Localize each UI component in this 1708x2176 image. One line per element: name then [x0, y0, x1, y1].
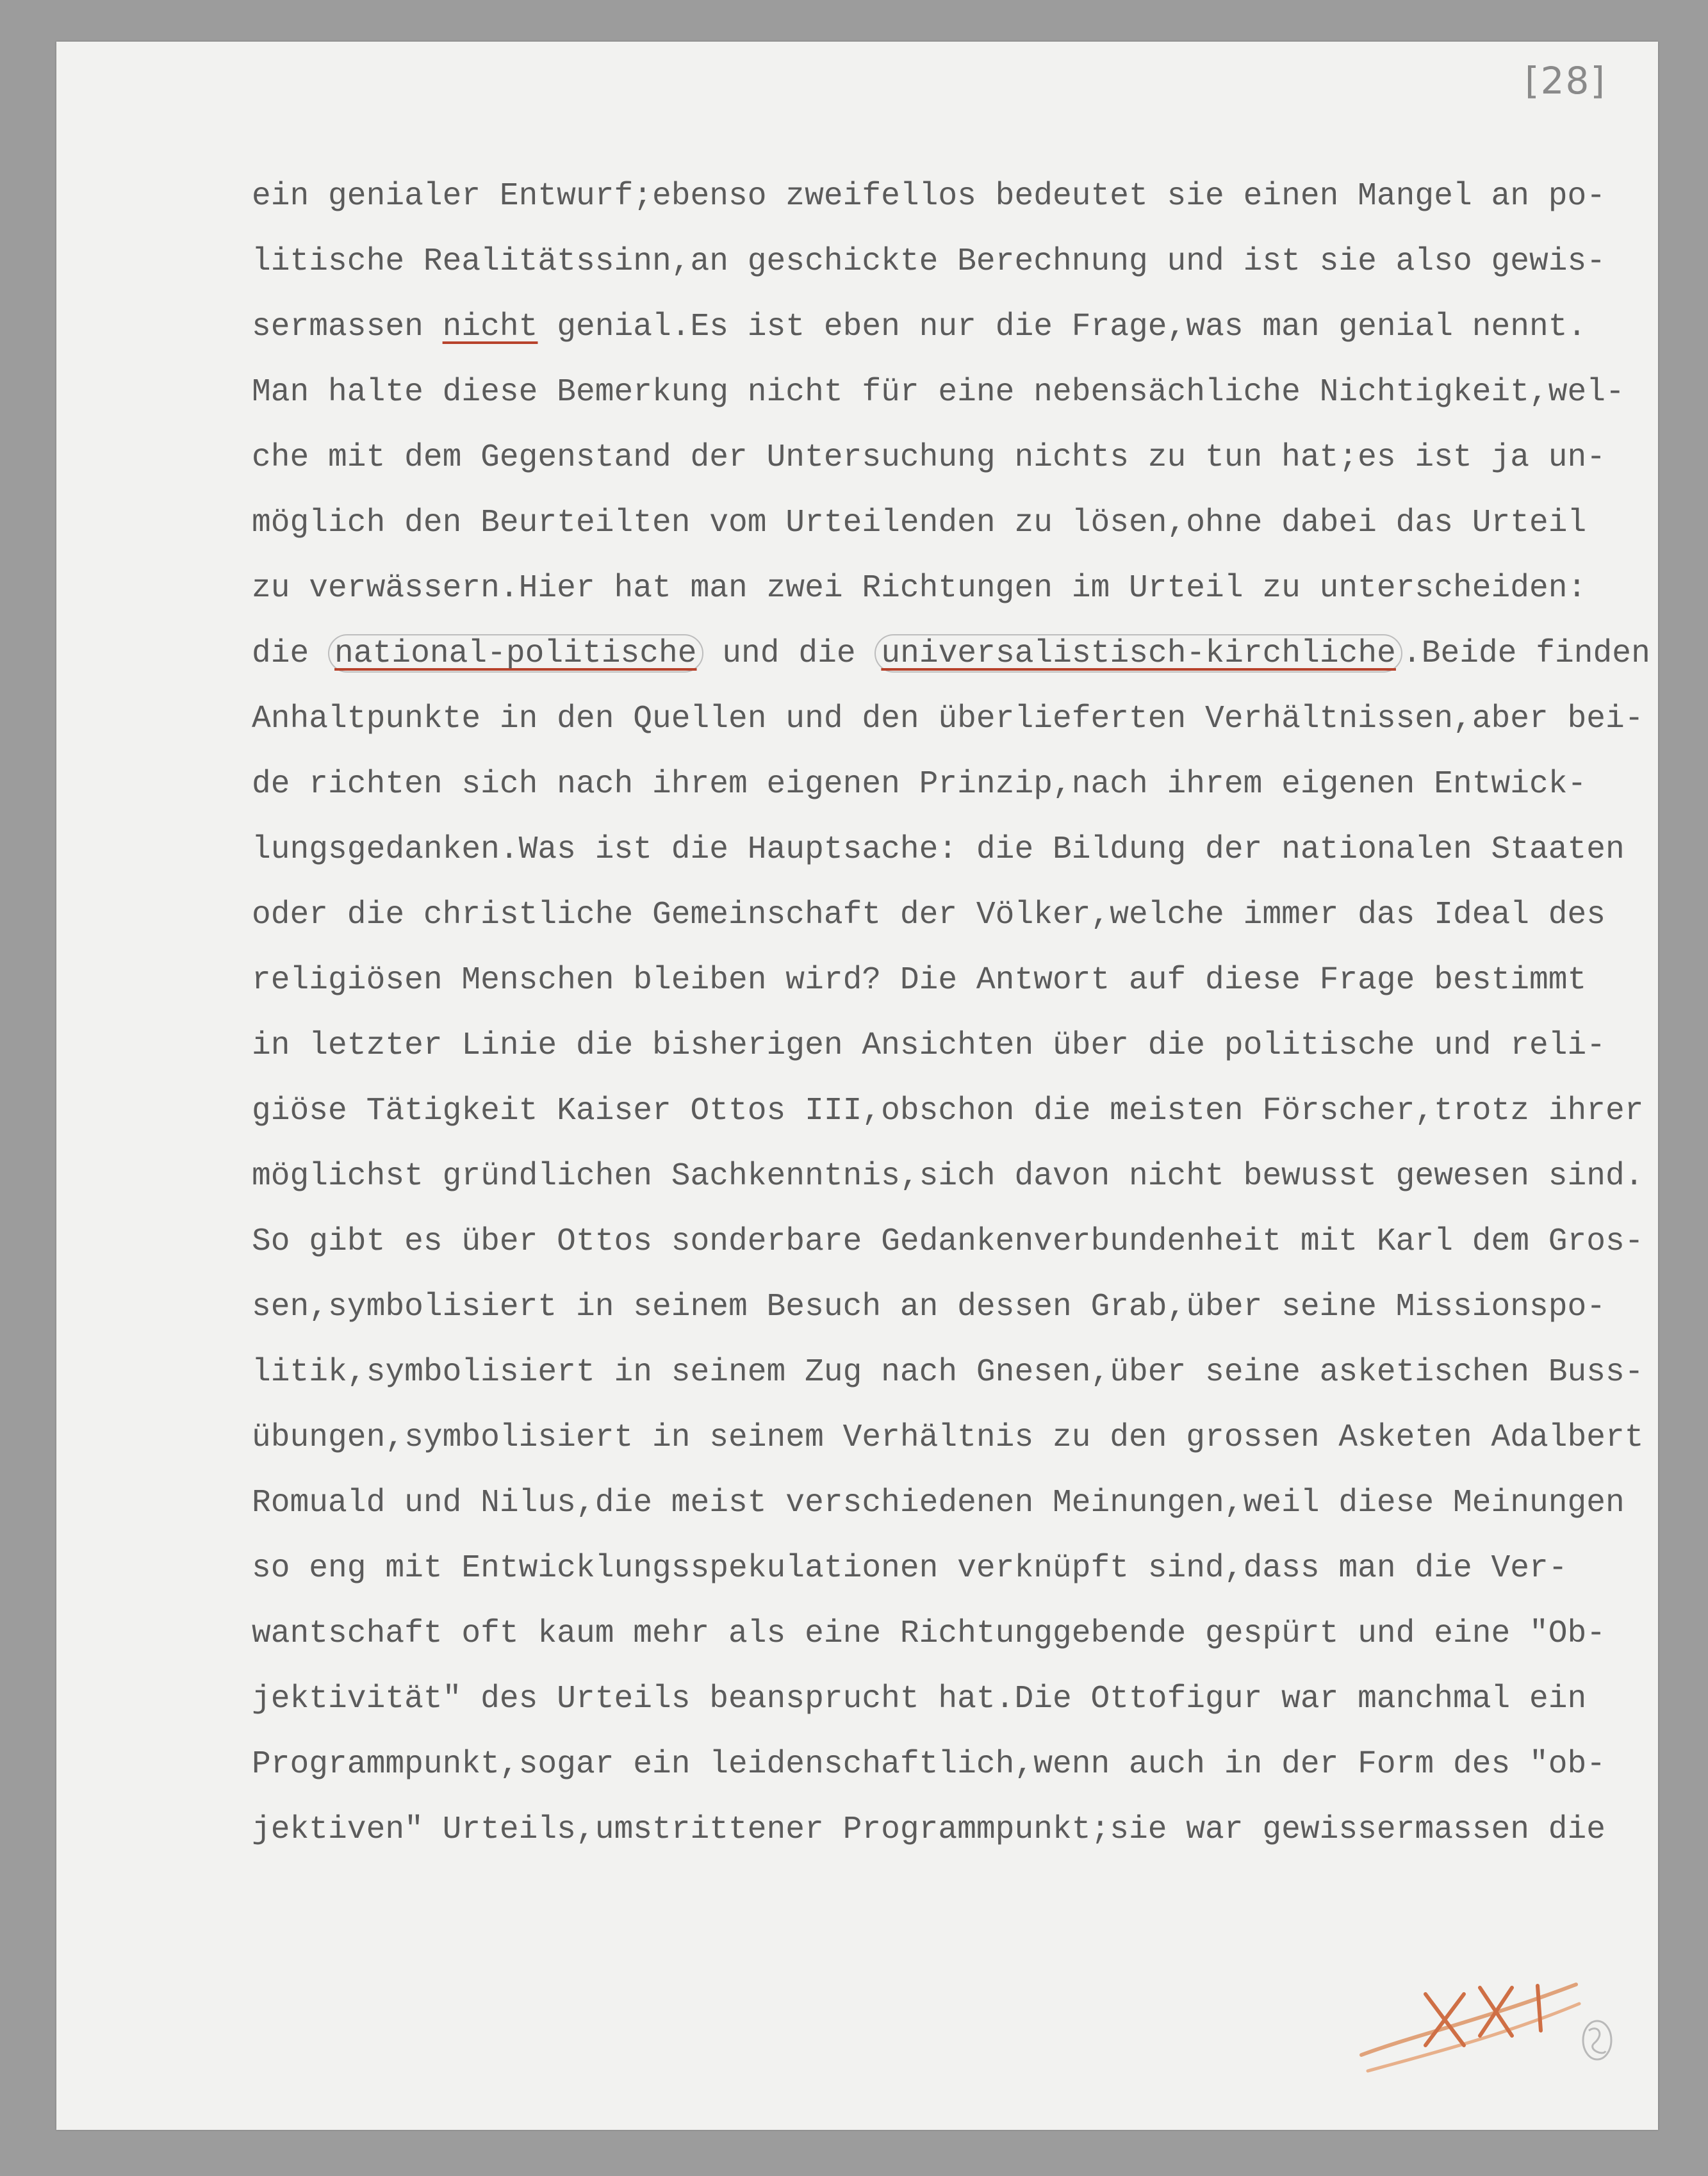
text-line [252, 1013, 1661, 1078]
text-line [252, 1666, 1661, 1731]
text-segment: in letzter Linie die bisherigen Ansichten über die politische und reli- [252, 1027, 1606, 1063]
text-segment: jektivität" des Urteils beansprucht hat.Die Ottofigur war manchmal ein [252, 1681, 1587, 1717]
text-line [252, 1078, 1661, 1143]
text-line [252, 425, 1661, 490]
text-line [252, 490, 1661, 555]
typescript-body [252, 163, 1661, 1862]
text-segment: litik,symbolisiert in seinem Zug nach Gnesen,über seine asketischen Buss- [252, 1354, 1644, 1390]
text-line [252, 882, 1661, 947]
page-number: [28] [1525, 59, 1607, 102]
text-segment: sermassen [252, 309, 443, 345]
text-line [252, 1797, 1661, 1862]
text-line [252, 1339, 1661, 1405]
text-segment: ein genialer Entwurf;ebenso zweifellos bedeutet sie einen Mangel an po- [252, 178, 1606, 214]
underlined-text: universalistisch-kirchliche [875, 634, 1402, 673]
text-line [252, 1209, 1661, 1274]
text-segment: wantschaft oft kaum mehr als eine Richtunggebende gespürt und eine "Ob- [252, 1616, 1606, 1651]
text-segment: die [252, 635, 329, 671]
text-segment: che mit dem Gegenstand der Untersuchung nichts zu tun hat;es ist ja un- [252, 439, 1606, 475]
text-line [252, 686, 1661, 751]
text-segment: Romuald und Nilus,die meist verschiedenen Meinungen,weil diese Meinungen [252, 1485, 1625, 1521]
text-segment: oder die christliche Gemeinschaft der Völker,welche immer das Ideal des [252, 897, 1606, 933]
text-line [252, 229, 1661, 294]
text-segment: übungen,symbolisiert in seinem Verhältnis zu den grossen Asketen Adalbert [252, 1419, 1644, 1455]
text-line [252, 1535, 1661, 1601]
text-segment: und die [703, 635, 875, 671]
text-line [252, 1470, 1661, 1535]
text-segment: religiösen Menschen bleiben wird? Die Antwort auf diese Frage bestimmt [252, 962, 1587, 998]
text-line [252, 1601, 1661, 1666]
text-segment: lungsgedanken.Was ist die Hauptsache: die Bildung der nationalen Staaten [252, 831, 1625, 867]
text-segment: de richten sich nach ihrem eigenen Prinzip,nach ihrem eigenen Entwick- [252, 766, 1587, 802]
text-line [252, 947, 1661, 1013]
text-line [252, 751, 1661, 817]
text-line [252, 359, 1661, 425]
text-line [252, 1274, 1661, 1339]
text-segment: so eng mit Entwicklungsspekulationen verknüpft sind,dass man die Ver- [252, 1550, 1568, 1586]
text-line [252, 163, 1661, 229]
text-segment: giöse Tätigkeit Kaiser Ottos III,obschon die meisten Förscher,trotz ihrer [252, 1093, 1644, 1129]
text-segment: möglichst gründlichen Sachkenntnis,sich davon nicht bewusst gewesen sind. [252, 1158, 1644, 1194]
text-segment: Programmpunkt,sogar ein leidenschaftlich,wenn auch in der Form des "ob- [252, 1746, 1606, 1782]
text-segment: jektiven" Urteils,umstrittener Programmpunkt;sie war gewissermassen die [252, 1812, 1606, 1847]
text-segment: zu verwässern.Hier hat man zwei Richtungen im Urteil zu unterscheiden: [252, 570, 1587, 606]
text-segment: Anhaltpunkte in den Quellen und den überlieferten Verhältnissen,aber bei- [252, 701, 1644, 737]
text-segment: litische Realitätssinn,an geschickte Berechnung und ist sie also gewis- [252, 243, 1606, 279]
text-segment: .Beide finden [1402, 635, 1650, 671]
text-line [252, 555, 1661, 621]
text-segment: Man halte diese Bemerkung nicht für eine nebensächliche Nichtigkeit,wel- [252, 374, 1625, 410]
faint-stamp-mark [1575, 2011, 1620, 2069]
text-segment: So gibt es über Ottos sonderbare Gedankenverbundenheit mit Karl dem Gros- [252, 1223, 1644, 1259]
text-line [252, 1731, 1661, 1797]
text-line [252, 1143, 1661, 1209]
text-segment: sen,symbolisiert in seinem Besuch an dessen Grab,über seine Missionspo- [252, 1289, 1606, 1325]
text-line [252, 1405, 1661, 1470]
text-segment: möglich den Beurteilten vom Urteilenden zu lösen,ohne dabei das Urteil [252, 505, 1587, 541]
text-line [252, 817, 1661, 882]
pencil-archive-mark [1355, 1959, 1586, 2087]
underlined-text: nicht [442, 309, 538, 345]
text-line [252, 294, 1661, 359]
text-segment: genial.Es ist eben nur die Frage,was man genial nennt. [538, 309, 1587, 345]
text-line [252, 621, 1661, 686]
underlined-text: national-politische [328, 634, 703, 673]
